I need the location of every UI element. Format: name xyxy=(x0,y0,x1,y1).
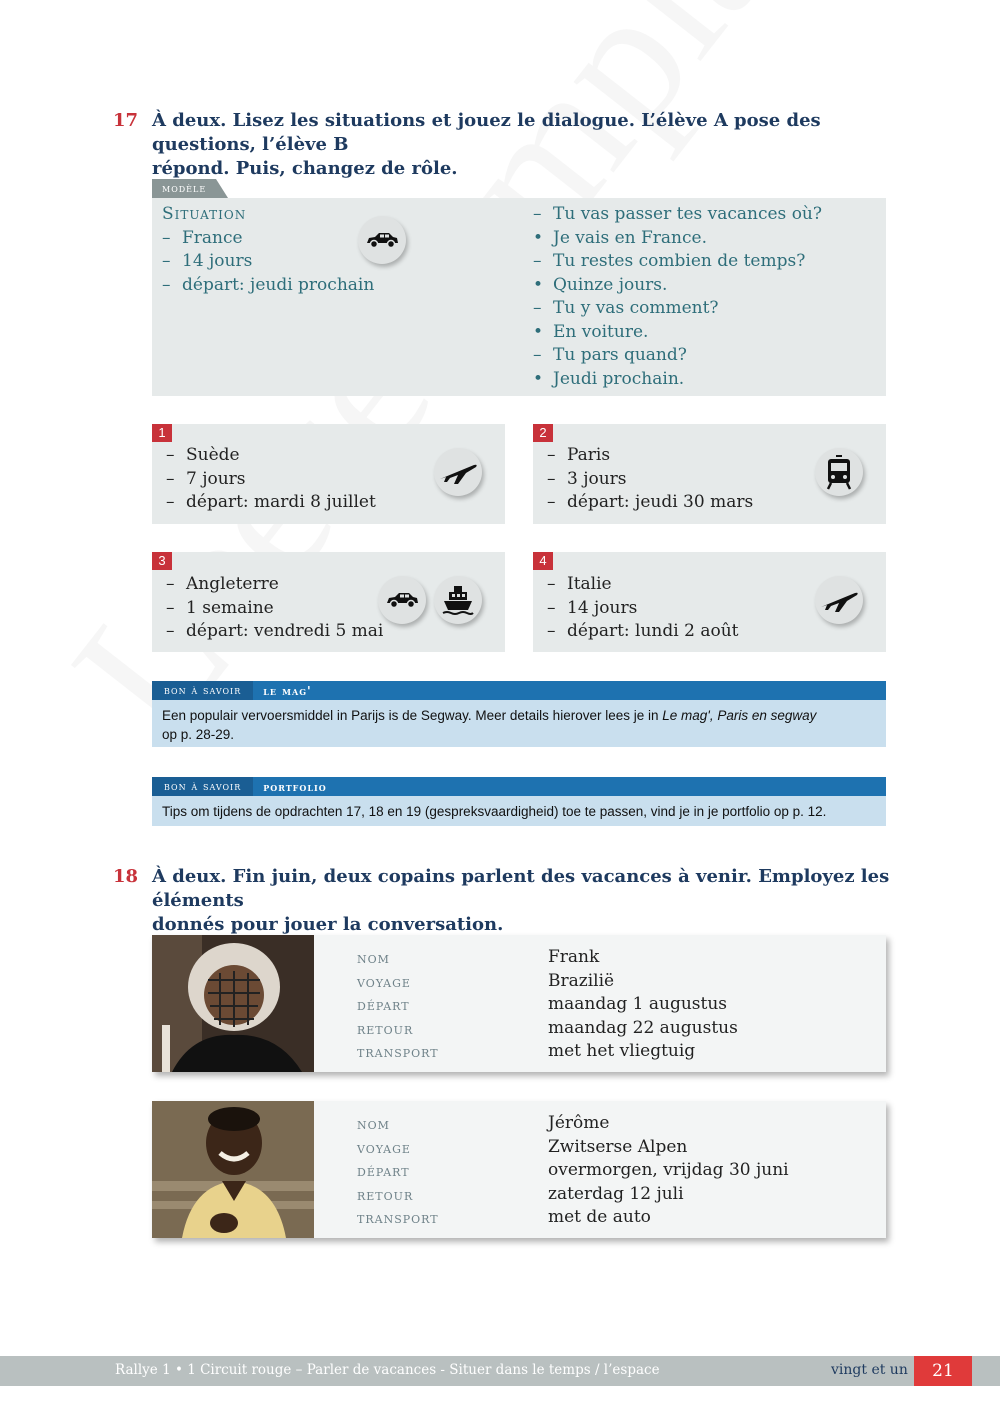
profile-card-2 xyxy=(152,1101,886,1238)
label-voyage: voyage xyxy=(357,971,411,991)
card-values xyxy=(548,1112,789,1230)
card-labels xyxy=(357,1112,439,1230)
situation-number: 1 xyxy=(152,424,172,442)
dialogue-line: • Quinze jours. xyxy=(533,274,668,295)
modele-dialogue xyxy=(533,203,822,391)
dialogue-line: – Tu restes combien de temps? xyxy=(533,251,806,271)
value-retour: maandag 22 augustus xyxy=(548,1017,738,1038)
situation-heading: Situation xyxy=(162,204,247,224)
exercise-18-instruction xyxy=(152,865,892,937)
situation-number: 3 xyxy=(152,552,172,570)
instruction-line-2: répond. Puis, changez de rôle. xyxy=(152,158,458,179)
tag-corner xyxy=(216,179,228,198)
value-voyage: Zwitserse Alpen xyxy=(548,1136,688,1157)
photo-hockey-player xyxy=(152,935,314,1072)
card-labels xyxy=(357,946,439,1064)
card-values xyxy=(548,946,738,1064)
modele-box xyxy=(152,198,886,396)
exercise-17-number: 17 xyxy=(113,110,139,131)
value-depart: maandag 1 augustus xyxy=(548,994,728,1014)
label-voyage: voyage xyxy=(357,1137,411,1157)
list-item: – Paris xyxy=(547,445,611,465)
label-transport: transport xyxy=(357,1042,439,1061)
list-item: – départ: lundi 2 août xyxy=(547,621,739,641)
bon-body: Tips om tijdens de opdrachten 17, 18 en 19 (gespreksvaardigheid) toe te passen, vind je in je portfolio op p. 12. xyxy=(152,796,886,826)
dialogue-line: – Tu vas passer tes vacances où? xyxy=(533,204,822,224)
dialogue-line: • En voiture. xyxy=(533,321,649,342)
modele-tag-label: modèle xyxy=(152,179,216,198)
value-voyage: Brazilië xyxy=(548,970,615,991)
situation-list xyxy=(547,573,738,644)
airplane-icon xyxy=(815,576,863,624)
list-item: – Suède xyxy=(166,445,240,465)
bon-header xyxy=(152,777,886,796)
situation-box-1 xyxy=(152,424,505,524)
label-retour: retour xyxy=(357,1184,414,1204)
list-item: – départ: mardi 8 juillet xyxy=(166,492,376,512)
bon-body: Een populair vervoersmiddel in Parijs is de Segway. Meer details hierover lees je in Le mag', Paris en segway op p. 28-29. xyxy=(152,700,886,747)
situation-box-4 xyxy=(533,552,886,652)
value-nom: Jérôme xyxy=(548,1113,610,1133)
situation-box-3 xyxy=(152,552,505,652)
label-retour: retour xyxy=(357,1018,414,1038)
bon-a-savoir-lemag xyxy=(152,681,886,747)
label-nom: nom xyxy=(357,1114,390,1133)
footer-breadcrumb: Rallye 1 • 1 Circuit rouge – Parler de vacances - Situer dans le temps / l’espace xyxy=(115,1362,660,1378)
situation-list xyxy=(166,444,376,515)
footer-page-words: vingt et un xyxy=(831,1362,908,1378)
exercise-18-number: 18 xyxy=(113,866,139,887)
bon-header xyxy=(152,681,886,700)
situation-number: 2 xyxy=(533,424,553,442)
car-icon xyxy=(378,576,426,624)
situation-list xyxy=(547,444,753,515)
bon-a-savoir-portfolio xyxy=(152,777,886,826)
list-item: – départ: vendredi 5 mai xyxy=(166,621,384,641)
airplane-icon xyxy=(434,448,482,496)
instruction-line-2: donnés pour jouer la conversation. xyxy=(152,914,504,935)
dialogue-line: – Tu y vas comment? xyxy=(533,298,719,318)
list-item: – départ: jeudi 30 mars xyxy=(547,492,754,512)
exercise-17-instruction xyxy=(152,109,892,181)
value-transport: met het vliegtuig xyxy=(548,1041,696,1061)
modele-situation-list xyxy=(162,227,374,298)
list-item: – Italie xyxy=(547,574,612,594)
situation-number: 4 xyxy=(533,552,553,570)
label-depart: départ xyxy=(357,1161,410,1180)
label-nom: nom xyxy=(357,948,390,967)
bon-tag-1: bon à savoir xyxy=(152,681,253,700)
tram-icon xyxy=(815,448,863,496)
list-item: – Angleterre xyxy=(166,574,279,594)
dialogue-line: • Je vais en France. xyxy=(533,227,707,248)
situation-list xyxy=(166,573,383,644)
profile-card-1 xyxy=(152,935,886,1072)
label-depart: départ xyxy=(357,995,410,1014)
value-retour: zaterdag 12 juli xyxy=(548,1183,684,1204)
list-item: – 7 jours xyxy=(166,468,246,489)
modele-tag xyxy=(152,179,228,198)
list-item: – départ: jeudi prochain xyxy=(162,274,375,295)
list-item: – 14 jours xyxy=(162,251,253,271)
list-item: – France xyxy=(162,227,243,248)
value-nom: Frank xyxy=(548,947,600,967)
car-icon xyxy=(358,216,406,264)
list-item: – 3 jours xyxy=(547,468,627,489)
ship-icon xyxy=(434,576,482,624)
list-item: – 1 semaine xyxy=(166,597,274,618)
value-transport: met de auto xyxy=(548,1207,651,1227)
bon-tag-2: le mag' xyxy=(263,683,312,698)
bon-tag-1: bon à savoir xyxy=(152,777,253,796)
page-footer xyxy=(0,1356,1000,1386)
list-item: – 14 jours xyxy=(547,597,638,618)
dialogue-line: – Tu pars quand? xyxy=(533,345,687,365)
label-transport: transport xyxy=(357,1208,439,1227)
photo-smiling-boy xyxy=(152,1101,314,1238)
dialogue-line: • Jeudi prochain. xyxy=(533,368,685,389)
instruction-line-1: À deux. Fin juin, deux copains parlent des vacances à venir. Employez les éléments xyxy=(152,866,890,911)
situation-box-2 xyxy=(533,424,886,524)
instruction-line-1: À deux. Lisez les situations et jouez le dialogue. L’élève A pose des questions, l’élève B xyxy=(152,110,821,155)
value-depart: overmorgen, vrijdag 30 juni xyxy=(548,1160,789,1180)
bon-tag-2: portfolio xyxy=(263,779,327,794)
page-number: 21 xyxy=(914,1356,972,1386)
